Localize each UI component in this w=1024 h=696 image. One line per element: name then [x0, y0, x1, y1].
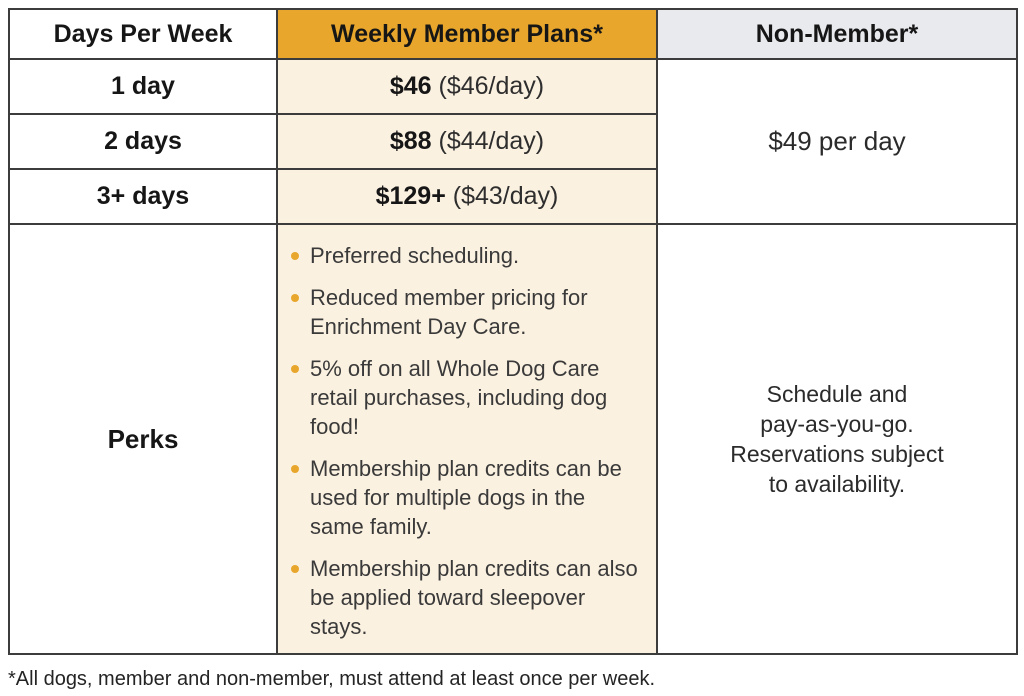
header-days-per-week: Days Per Week	[9, 9, 277, 59]
member-perks-list	[291, 241, 640, 641]
perk-item	[291, 283, 640, 341]
non-member-perks-cell	[657, 224, 1017, 654]
non-member-perks-text: Schedule and pay-as-you-go. Reservations subject to availability.	[730, 381, 944, 497]
perk-text: Membership plan credits can be used for multiple dogs in the same family.	[310, 456, 622, 539]
member-price-2-days	[277, 114, 657, 169]
price-row-1-day	[9, 59, 1017, 114]
perk-text: Membership plan credits can also be applied toward sleepover stays.	[310, 556, 638, 639]
bullet-dot-icon	[291, 294, 299, 302]
price-amount: $129+	[375, 182, 446, 210]
header-non-member: Non-Member*	[657, 9, 1017, 59]
price-amount: $88	[389, 127, 432, 155]
bullet-dot-icon	[291, 252, 299, 260]
price-amount: $46	[389, 72, 432, 100]
bullet-dot-icon	[291, 365, 299, 373]
price-per-day-note: ($44/day)	[438, 127, 545, 155]
perks-label-cell: Perks	[9, 224, 277, 654]
perk-text: Preferred scheduling.	[310, 243, 520, 268]
perk-item	[291, 241, 640, 270]
perks-row	[9, 224, 1017, 654]
non-member-price-cell: $49 per day	[657, 59, 1017, 224]
bullet-dot-icon	[291, 465, 299, 473]
days-label-1-day: 1 day	[9, 59, 277, 114]
member-price-1-day	[277, 59, 657, 114]
header-weekly-member-plans: Weekly Member Plans*	[277, 9, 657, 59]
member-price-3-plus-days	[277, 169, 657, 224]
header-row	[9, 9, 1017, 59]
footnote: *All dogs, member and non-member, must attend at least once per week.	[8, 668, 656, 690]
price-per-day-note: ($46/day)	[438, 72, 545, 100]
bullet-dot-icon	[291, 565, 299, 573]
perk-text: 5% off on all Whole Dog Care retail purchases, including dog food!	[310, 356, 608, 439]
member-perks-cell	[277, 224, 657, 654]
perk-item	[291, 554, 640, 641]
perk-item	[291, 354, 640, 441]
pricing-table	[8, 8, 1018, 655]
price-per-day-note: ($43/day)	[452, 182, 559, 210]
perk-item	[291, 454, 640, 541]
perk-text: Reduced member pricing for Enrichment Day Care.	[310, 285, 588, 339]
days-label-3-plus-days: 3+ days	[9, 169, 277, 224]
days-label-2-days: 2 days	[9, 114, 277, 169]
